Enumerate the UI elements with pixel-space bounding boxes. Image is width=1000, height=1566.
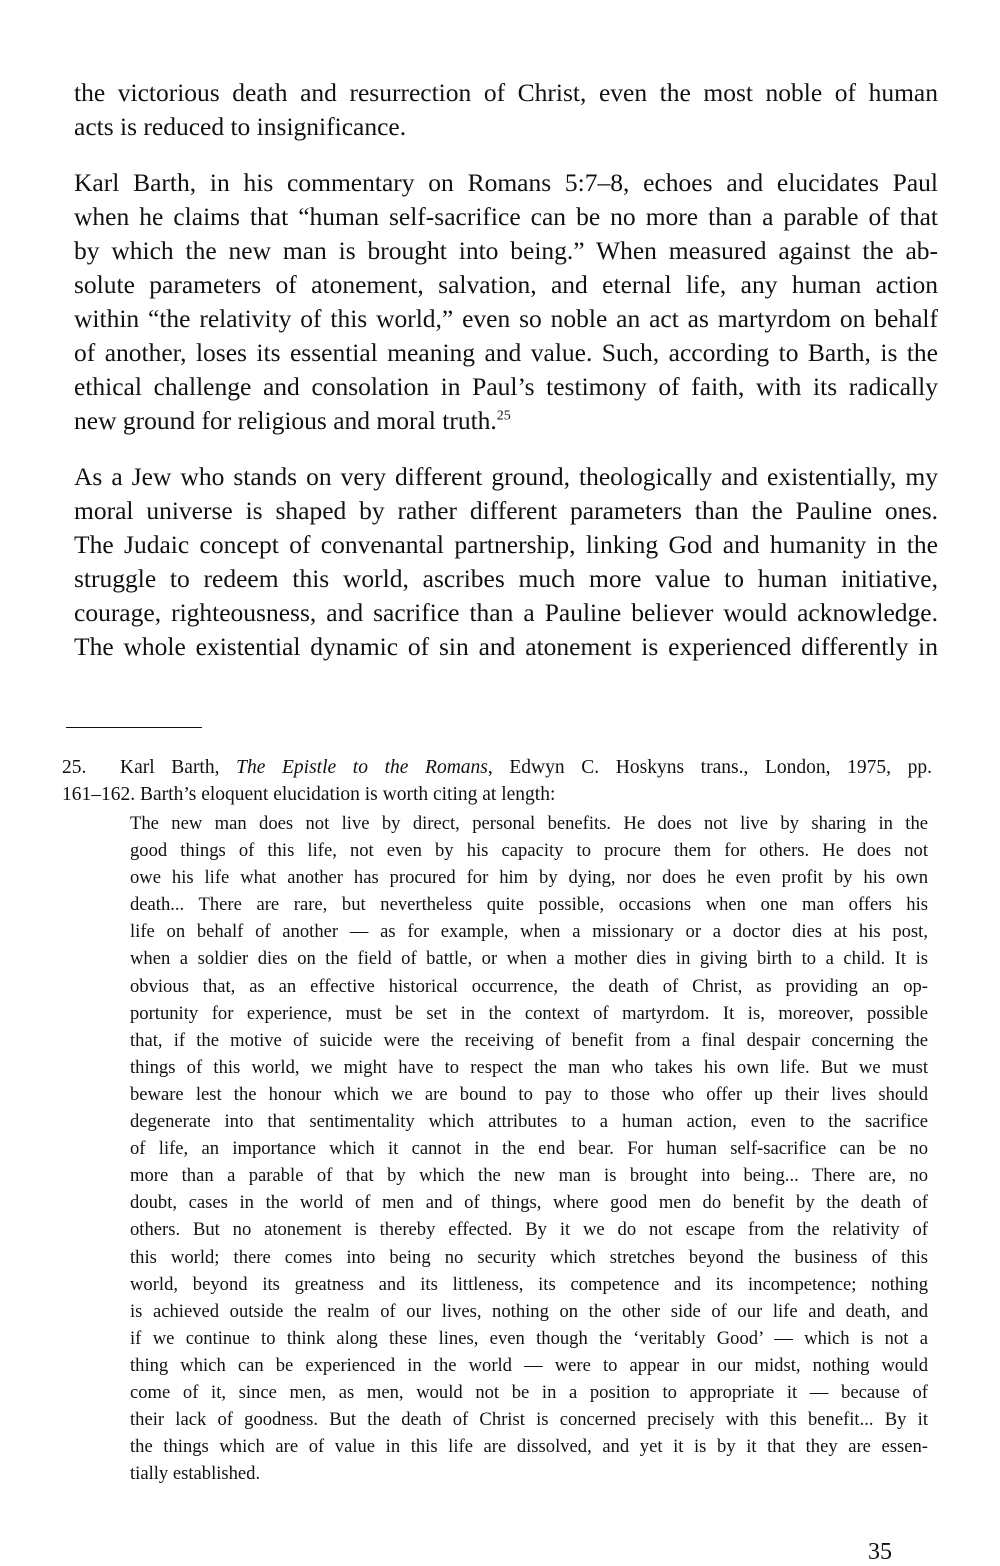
quote-line: world, beyond its greatness and its littleness, its competence and its incompetence; nothing [130,1273,928,1295]
text-line: when he claims that “human self-sacrifice can be no more than a parable of that [74,202,938,231]
quote-line: owe his life what another has procured for him by dying, nor does he even profit by his own [130,867,928,889]
text-line: ethical challenge and consolation in Paul’s testimony of faith, with its radically [74,372,938,401]
text-line: the victorious death and resurrection of Christ, even the most noble of human [74,78,938,107]
text-line: As a Jew who stands on very different ground, theologically and existentially, my [74,462,938,491]
quote-line: portunity for experience, must be set in the context of martyrdom. It is, moreover, possible [130,1002,928,1024]
paragraph-2 [74,166,938,438]
page-number: 35 [868,1539,892,1565]
quote-line: of life, an importance which it cannot in the end bear. For human self-sacrifice can be no [130,1138,928,1160]
text-line: The whole existential dynamic of sin and atonement is experienced differently in [74,632,938,661]
footnote-book-title: The Epistle to the Romans [236,757,488,778]
quote-line: is achieved outside the realm of our lives, nothing on the other side of our life and death, and [130,1300,928,1322]
quote-line: their lack of goodness. But the death of Christ is concerned precisely with this benefit... By it [130,1409,928,1431]
footnote-text: , Edwyn C. Hoskyns trans., London, 1975, pp. [487,757,932,778]
text-line-content: new ground for religious and moral truth. [74,406,497,435]
quote-line: that, if the motive of suicide were the receiving of benefit from a final despair concerning the [130,1029,928,1051]
quote-line: others. But no atonement is thereby effected. By it we do not escape from the relativity of [130,1219,928,1241]
paragraph-1 [74,76,938,144]
quote-line: beware lest the honour which we are bound to pay to those who offer up their lives should [130,1083,928,1105]
text-line: courage, righteousness, and sacrifice than a Pauline believer would acknowledge. [74,598,938,627]
text-line: struggle to redeem this world, ascribes much more value to human initiative, [74,564,938,593]
quote-line: more than a parable of that by which the new man is brought into being... There are, no [130,1165,928,1187]
paragraph-3 [74,460,938,664]
quote-line: come of it, since men, as men, would not be in a position to appropriate it — because of [130,1381,928,1403]
footnote-separator [66,727,202,728]
text-line: The Judaic concept of convenantal partnership, linking God and humanity in the [74,530,938,559]
footnote-reference: 25 [496,408,511,424]
footnote-25 [62,754,932,808]
text-line [74,404,938,438]
text-line: solute parameters of atonement, salvation, and eternal life, any human action [74,270,938,299]
quote-line: death... There are rare, but nevertheless quite possible, occasions when one man offers his [130,894,928,916]
quote-line: life on behalf of another — as for example, when a missionary or a doctor dies at his post, [130,921,928,943]
text-line: acts is reduced to insignificance. [74,112,407,141]
quote-line: this world; there comes into being no security which stretches beyond the business of this [130,1246,928,1268]
quote-line: obvious that, as an effective historical occurrence, the death of Christ, as providing an op- [130,975,928,997]
footnote-line [62,754,932,781]
quote-line: things of this world, we might have to respect the man who takes his own life. But we must [130,1056,928,1078]
quote-line: if we continue to think along these lines, even though the ‘veritably Good’ — which is not a [130,1327,928,1349]
quote-line: thing which can be experienced in the world — were to appear in our midst, nothing would [130,1354,928,1376]
quote-line: the things which are of value in this life are dissolved, and yet it is by it that they are essen- [130,1436,928,1458]
footnote-text: Karl Barth, [120,757,237,778]
footnote-line: 161–162. Barth’s eloquent elucidation is worth citing at length: [62,784,556,805]
quote-line: doubt, cases in the world of men and of things, where good men do benefit by the death of [130,1192,928,1214]
text-line: Karl Barth, in his commentary on Romans 5:7–8, echoes and elucidates Paul [74,168,938,197]
text-line: by which the new man is brought into being.” When measured against the ab- [74,236,938,265]
text-line: moral universe is shaped by rather different parameters than the Pauline ones. [74,496,938,525]
block-quote [130,810,928,1487]
footnote-number: 25. [62,757,87,778]
quote-line: tially established. [130,1463,261,1485]
text-line: within “the relativity of this world,” even so noble an act as martyrdom on behalf [74,304,938,333]
text-line: of another, loses its essential meaning and value. Such, according to Barth, is the [74,338,938,367]
quote-line: degenerate into that sentimentality which attributes to a human action, even to the sacrifice [130,1111,928,1133]
quote-line: when a soldier dies on the field of battle, or when a mother dies in giving birth to a child. It is [130,948,928,970]
quote-line: good things of this life, not even by his capacity to procure them for others. He does not [130,840,928,862]
quote-line: The new man does not live by direct, personal benefits. He does not live by sharing in the [130,813,928,834]
